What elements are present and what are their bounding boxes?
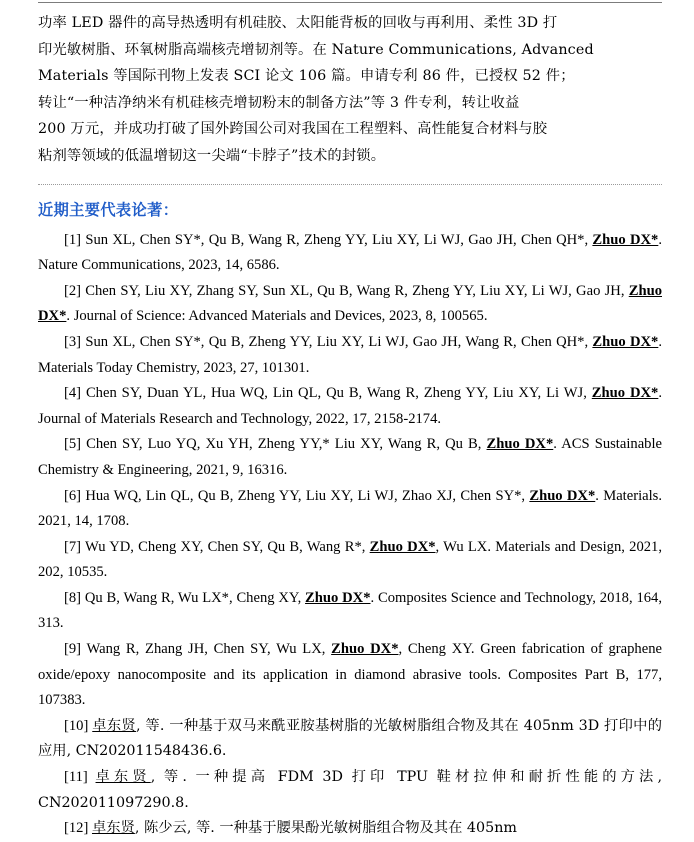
reference-number: [1]	[64, 231, 82, 248]
reference-item	[38, 714, 662, 765]
reference-text: Hua WQ, Lin QL, Qu B, Zheng YY, Liu XY, Li WJ, Zhao XJ, Chen SY*,	[85, 487, 530, 504]
reference-item	[38, 637, 662, 714]
intro-line: Materials 等国际刊物上发表 SCI 论文 106 篇。申请专利 86 件，已授权 52 件；	[38, 68, 575, 85]
reference-author-highlight: 卓东贤	[92, 717, 136, 734]
reference-author-highlight: Zhuo DX*	[486, 436, 554, 453]
reference-item	[38, 279, 662, 330]
reference-text: Sun XL, Chen SY*, Qu B, Wang R, Zheng YY, Liu XY, Li WJ, Gao JH, Chen QH*,	[85, 231, 593, 248]
reference-item	[38, 816, 662, 842]
reference-number: [7]	[64, 538, 82, 555]
reference-text: Chen SY, Luo YQ, Xu YH, Zheng YY,* Liu XY, Wang R, Qu B,	[86, 436, 487, 453]
reference-text: , Cheng XY. Green fabrication of graphene oxide/epoxy nanocomposite and its application in diamond abrasive tools. Composites Part B, 177, 107383.	[38, 641, 662, 709]
reference-text: . Nature Communications, 2023, 14, 6586.	[38, 231, 662, 274]
reference-number: [5]	[64, 436, 82, 453]
reference-number: [10]	[64, 717, 89, 734]
reference-author-highlight: 卓东贤	[95, 769, 151, 786]
reference-author-highlight: Zhuo DX*	[592, 231, 659, 248]
reference-author-highlight: Zhuo DX*	[529, 487, 596, 504]
header-divider	[38, 2, 662, 3]
reference-text: Chen SY, Duan YL, Hua WQ, Lin QL, Qu B, Wang R, Zheng YY, Liu XY, Li WJ,	[85, 385, 592, 402]
reference-text: . Materials. 2021, 14, 1708.	[38, 487, 662, 530]
reference-item	[38, 535, 662, 586]
reference-number: [3]	[64, 333, 82, 350]
intro-line: 转让“一种洁净纳米有机硅核壳增韧粉末的制备方法”等 3 件专利，转让收益	[38, 94, 520, 111]
page-content	[38, 10, 662, 842]
reference-number: [9]	[64, 641, 82, 658]
reference-text: Sun XL, Chen SY*, Qu B, Zheng YY, Liu XY, Li WJ, Gao JH, Wang R, Chen QH*,	[85, 333, 593, 350]
reference-text: , Wu LX. Materials and Design, 2021, 202, 10535.	[38, 538, 662, 581]
intro-line: 印光敏树脂、环氧树脂高端核壳增韧剂等。在 Nature Communications, Advanced	[38, 41, 594, 58]
reference-text: , 陈少云, 等. 一种基于腰果酚光敏树脂组合物及其在 405nm	[134, 820, 517, 837]
reference-author-highlight: Zhuo DX*	[331, 641, 399, 658]
reference-number: [6]	[64, 487, 82, 504]
reference-number: [12]	[64, 820, 89, 837]
reference-item	[38, 484, 662, 535]
reference-text: , 等. 一种基于双马来酰亚胺基树脂的光敏树脂组合物及其在 405nm 3D 打印中的应用, CN202011548436.6.	[38, 717, 663, 760]
reference-text: . Journal of Materials Research and Technology, 2022, 17, 2158-2174.	[38, 385, 662, 427]
reference-author-highlight: 卓东贤	[91, 820, 135, 837]
reference-author-highlight: Zhuo DX*	[38, 282, 662, 325]
intro-line: 200 万元，并成功打破了国外跨国公司对我国在工程塑料、高性能复合材料与胶	[38, 121, 548, 138]
reference-item	[38, 228, 662, 279]
reference-item	[38, 432, 662, 483]
reference-text: , 等. 一种提高 FDM 3D 打印 TPU 鞋材拉伸和耐折性能的方法, CN202011097290.8.	[38, 769, 662, 811]
reference-text: Wang R, Zhang JH, Chen SY, Wu LX,	[86, 641, 332, 658]
reference-author-highlight: Zhuo DX*	[592, 333, 659, 350]
reference-item	[38, 330, 662, 381]
reference-author-highlight: Zhuo DX*	[305, 589, 371, 606]
reference-number: [11]	[64, 769, 88, 786]
reference-text: . Materials Today Chemistry, 2023, 27, 101301.	[38, 333, 662, 376]
reference-number: [2]	[64, 282, 82, 299]
reference-text: . Journal of Science: Advanced Materials and Devices, 2023, 8, 100565.	[66, 308, 488, 325]
reference-list	[38, 228, 662, 842]
reference-item	[38, 586, 662, 637]
reference-text: . ACS Sustainable Chemistry & Engineering, 2021, 9, 16316.	[38, 436, 663, 478]
reference-number: [8]	[64, 589, 82, 606]
section-title: 近期主要代表论著：	[38, 200, 179, 219]
reference-text: Chen SY, Liu XY, Zhang SY, Sun XL, Qu B, Wang R, Zheng YY, Liu XY, Li WJ, Gao JH,	[85, 282, 629, 299]
reference-author-highlight: Zhuo DX*	[369, 538, 436, 555]
dotted-divider	[38, 174, 662, 185]
reference-text: . Composites Science and Technology, 2018, 164, 313.	[38, 589, 662, 632]
intro-paragraph	[38, 10, 662, 170]
reference-text: Wu YD, Cheng XY, Chen SY, Qu B, Wang R*,	[85, 538, 370, 555]
intro-line: 功率 LED 器件的高导热透明有机硅胶、太阳能背板的回收与再利用、柔性 3D 打	[38, 15, 558, 31]
reference-item	[38, 381, 662, 432]
reference-text: Qu B, Wang R, Wu LX*, Cheng XY,	[84, 589, 306, 606]
intro-line: 粘剂等领域的低温增韧这一尖端“卡脖子”技术的封锁。	[38, 147, 386, 164]
reference-author-highlight: Zhuo DX*	[591, 385, 659, 402]
reference-item	[38, 765, 662, 816]
reference-number: [4]	[64, 385, 82, 402]
